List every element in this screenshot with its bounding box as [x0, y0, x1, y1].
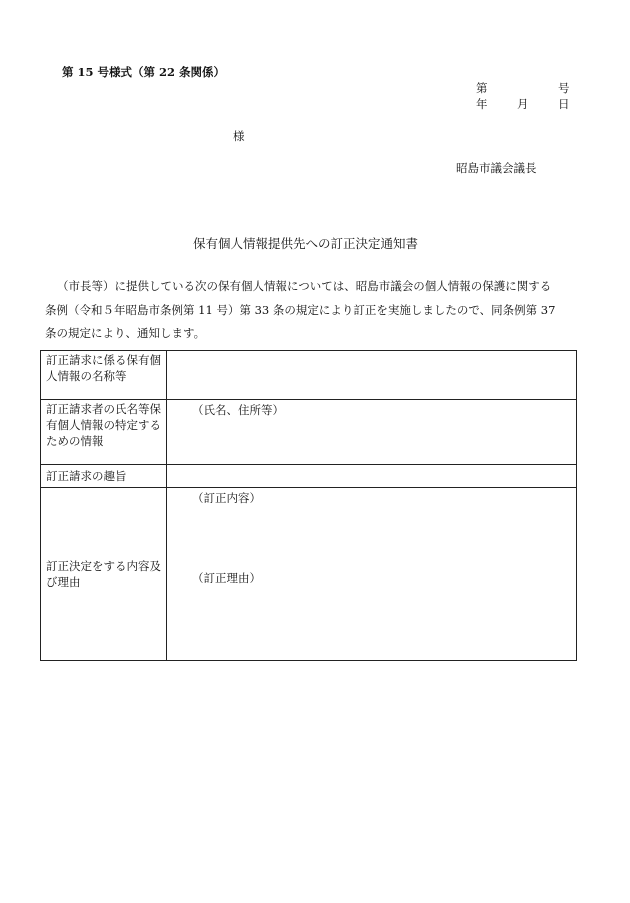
date-month-label: 月	[517, 97, 529, 111]
date-day-label: 日	[558, 97, 570, 111]
document-title: 保有個人情報提供先への訂正決定通知書	[193, 236, 419, 251]
row-value-decision	[167, 488, 577, 661]
decision-reason-note: （訂正理由）	[192, 571, 261, 585]
table-row-purpose	[41, 465, 577, 488]
body-line-3: 条の規定により、通知します。	[45, 326, 206, 340]
requester-note: （氏名、住所等）	[192, 403, 284, 417]
row-value-requester	[167, 400, 577, 465]
form-number: 第 15 号様式（第 22 条関係）	[62, 65, 226, 79]
row-label-decision: 訂正決定をする内容及び理由	[41, 488, 167, 661]
row-label-info-name: 訂正請求に係る保有個人情報の名称等	[41, 351, 167, 400]
number-prefix: 第	[476, 81, 488, 95]
body-line-2: 条例（令和５年昭島市条例第 11 号）第 33 条の規定により訂正を実施しましたので、同条例第 37	[45, 302, 556, 317]
row-label-purpose: 訂正請求の趣旨	[41, 465, 167, 488]
body-paragraph	[45, 275, 585, 346]
sender-name: 昭島市議会議長	[456, 161, 537, 175]
row-value-purpose	[167, 465, 577, 488]
date-year-label: 年	[476, 97, 488, 111]
number-suffix: 号	[558, 81, 570, 95]
addressee-suffix: 様	[233, 129, 245, 143]
body-line-1: （市長等）に提供している次の保有個人情報については、昭島市議会の個人情報の保護に関する	[57, 279, 552, 293]
table-row-info-name	[41, 351, 577, 400]
row-label-requester: 訂正請求者の氏名等保有個人情報の特定するための情報	[41, 400, 167, 465]
table-row-requester	[41, 400, 577, 465]
table-row-decision	[41, 488, 577, 661]
row-value-info-name	[167, 351, 577, 400]
info-table	[40, 350, 577, 661]
decision-content-note: （訂正内容）	[192, 491, 261, 505]
